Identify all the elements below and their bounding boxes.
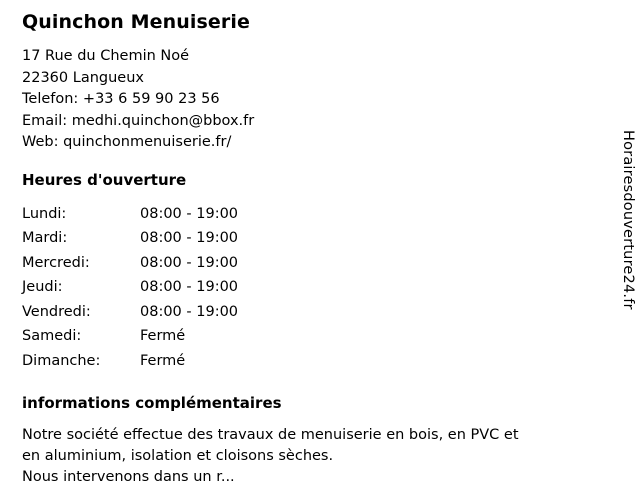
additional-info-line-2: en aluminium, isolation et cloisons sèches. [22,448,334,464]
table-row [22,326,238,351]
hours-day-label: Lundi: [22,205,67,222]
hours-time-value: 08:00 - 19:00 [140,254,239,271]
hours-time-value: 08:00 - 19:00 [140,205,239,222]
email-address: Email: medhi.quinchon@bbox.fr [22,112,255,129]
hours-time-value: 08:00 - 19:00 [140,279,239,295]
hours-day-label: Mercredi: [22,254,90,271]
website-link[interactable]: Web: quinchonmenuiserie.fr/ [22,134,232,150]
hours-time-value: Fermé [140,352,186,369]
additional-info-text [22,425,592,488]
street-address: 17 Rue du Chemin Noé [22,48,190,64]
additional-info-line-1: Notre société effectue des travaux de menuiserie en bois, en PVC et [22,427,519,443]
table-row [22,253,238,278]
phone-number: Telefon: +33 6 59 90 23 56 [22,91,220,107]
additional-info-heading: informations complémentaires [22,394,282,412]
page-title: Quinchon Menuiserie [22,11,250,33]
opening-hours-heading: Heures d'ouverture [22,170,187,189]
table-row [22,204,238,229]
contact-block [22,46,602,154]
hours-time-value: 08:00 - 19:00 [140,303,239,320]
table-row [22,302,238,327]
table-row [22,351,238,376]
hours-time-value: Fermé [140,328,186,344]
hours-time-value: 08:00 - 19:00 [140,230,239,246]
city-address: 22360 Langueux [22,69,144,86]
content-area [22,10,602,488]
opening-hours-table [22,204,238,376]
table-row [22,277,238,302]
hours-day-label: Samedi: [22,328,82,344]
hours-day-label: Jeudi: [22,279,63,295]
hours-day-label: Vendredi: [22,303,91,320]
site-watermark: Horairesdouverture24.fr [620,130,636,310]
table-row [22,228,238,253]
additional-info-line-3: Nous intervenons dans un r... [22,469,235,485]
hours-day-label: Mardi: [22,230,68,246]
hours-day-label: Dimanche: [22,352,101,369]
